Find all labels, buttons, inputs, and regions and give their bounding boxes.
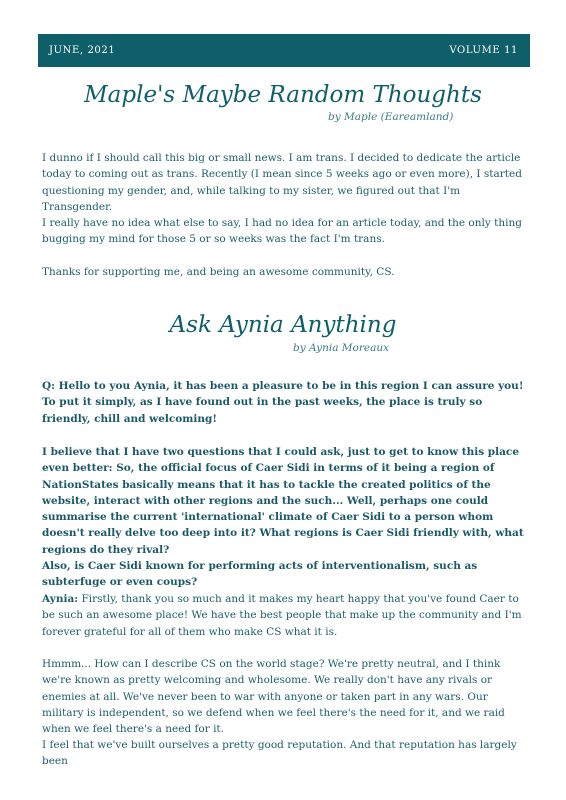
issue-volume: VOLUME 11 <box>449 45 518 56</box>
answer-text: Firstly, thank you so much and it makes my heart happy that you've found Caer to be such an awesome place! We have the best people that make up the community and I'm forever grateful for all of them who make CS what it is. <box>42 593 522 638</box>
answer-label: Aynia: <box>42 593 79 605</box>
issue-date: JUNE, 2021 <box>49 45 116 56</box>
newsletter-header-bar <box>38 34 530 67</box>
article-title-aynia: Ask Aynia Anything <box>169 312 397 338</box>
article-paragraph: Thanks for supporting me, and being an awesome community, CS. <box>42 266 395 278</box>
question-paragraph: Q: Hello to you Aynia, it has been a pleasure to be in this region I can assure you! To put it simply, as I have found out in the past weeks, the place is truly so friendly, chill and welcoming! <box>42 380 524 425</box>
article-byline-aynia: by Aynia Moreaux <box>293 342 390 354</box>
question-paragraph: Also, is Caer Sidi known for performing acts of interventionalism, such as subterfuge or even coups? <box>42 560 478 589</box>
article-byline-maple: by Maple (Eareamland) <box>328 111 454 123</box>
question-paragraph: I believe that I have two questions that I could ask, just to get to know this place even better: So, the official focus of Caer Sidi in terms of it being a region of NationStates basically means that it has to tackle the created politics of the website, interact with other regions and the such... Well, perhaps one could summarise the current 'international' climate of Caer Sidi to a person whom doesn't really delve too deep into it? What regions is Caer Sidi friendly with, what regions do they rival? <box>42 446 524 556</box>
article-paragraph: I really have no idea what else to say, I had no idea for an article today, and the only thing bugging my mind for those 5 or so weeks was the fact I'm trans. <box>42 217 522 246</box>
answer-paragraph: Hmmm... How can I describe CS on the world stage? We're pretty neutral, and I think we're known as pretty welcoming and wholesome. We really don't have any rivals or enemies at all. We've never been to war with anyone or taken part in any wars. Our military is independent, so we defend when we feel there's the need for it, and we raid when we feel there's a need for it. <box>42 658 505 736</box>
article-paragraph: I dunno if I should call this big or small news. I am trans. I decided to dedicate the article today to coming out as trans. Recently (I mean since 5 weeks ago or even more), I started questioning my gender, and, while talking to my sister, we figured out that I'm Transgender. <box>42 152 522 213</box>
article-title-maple: Maple's Maybe Random Thoughts <box>84 82 482 108</box>
answer-paragraph: I feel that we've built ourselves a pretty good reputation. And that reputation has largely been <box>42 739 517 768</box>
answer-paragraph <box>42 591 530 640</box>
